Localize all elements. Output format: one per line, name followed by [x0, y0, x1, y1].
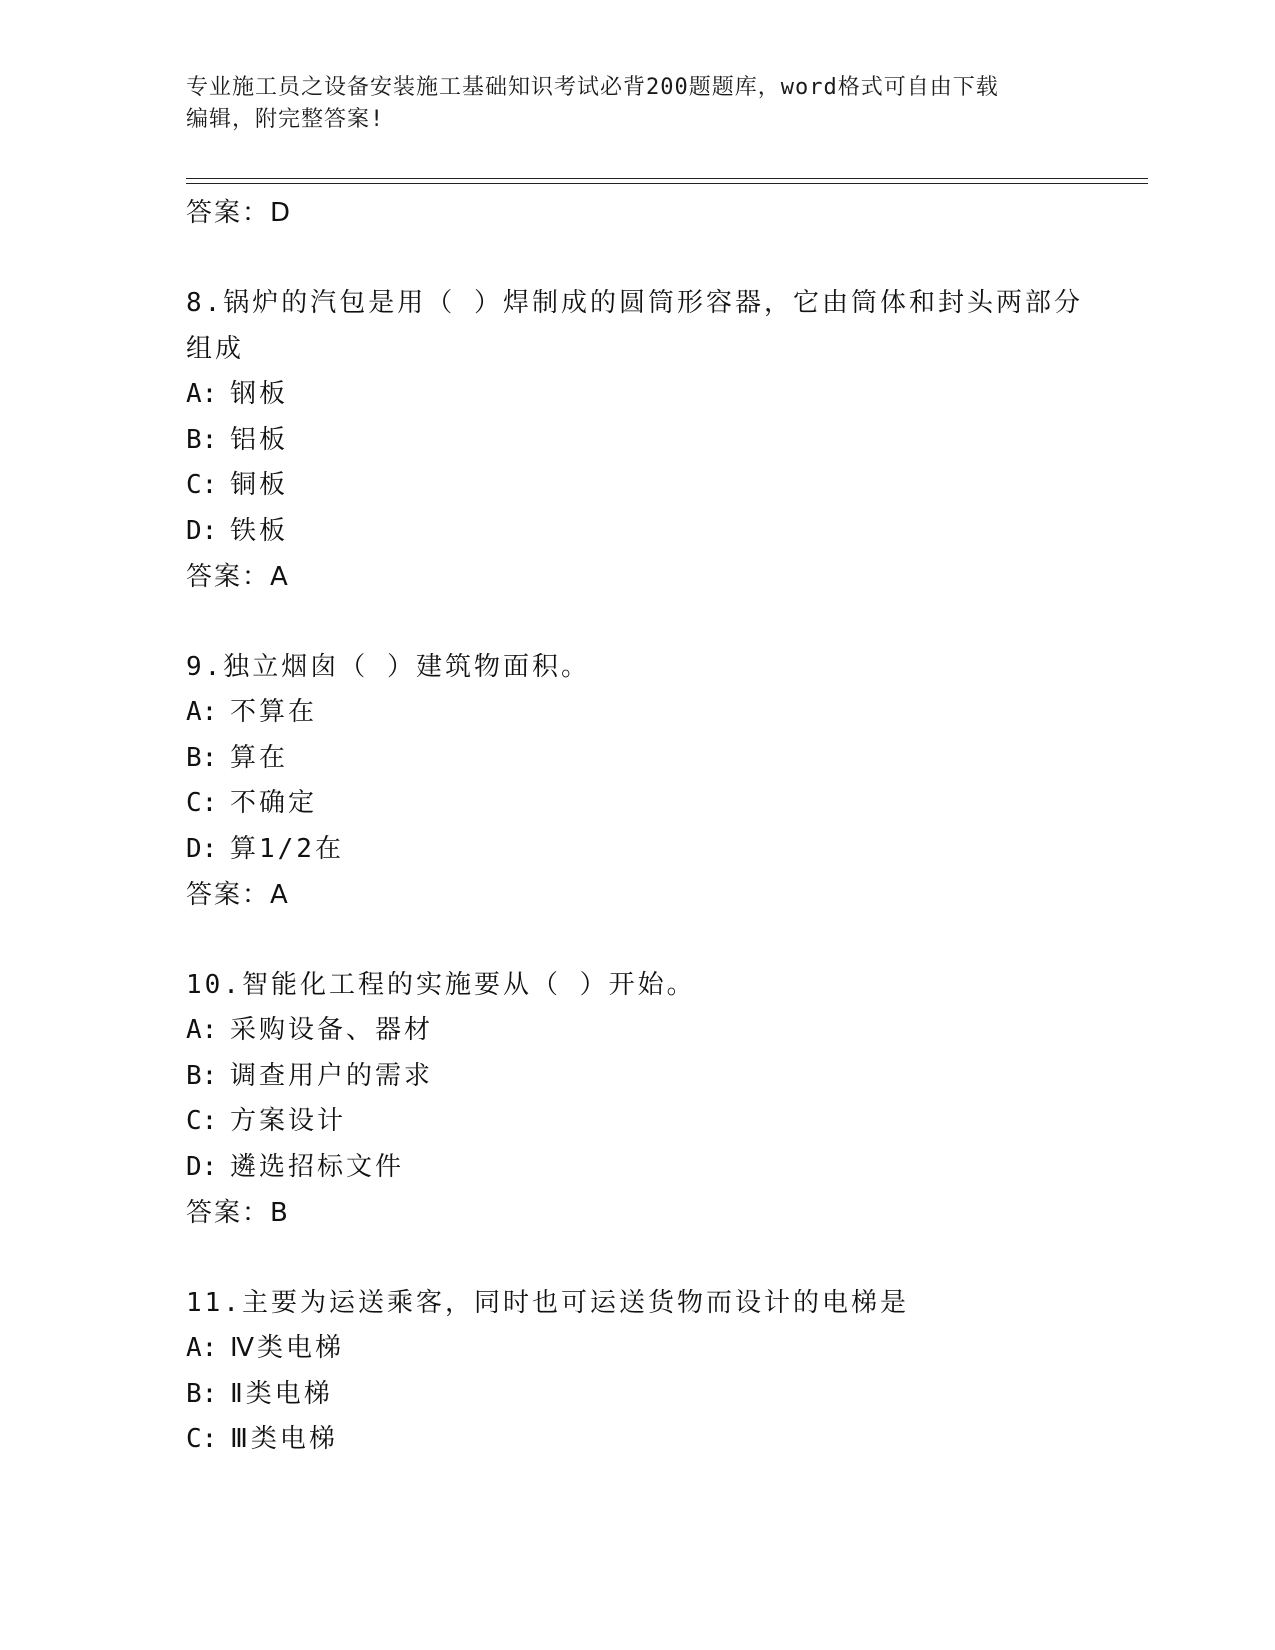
option-label: B: [186, 1060, 218, 1091]
option-label: A: [186, 697, 218, 727]
answer-line: 答案：B [186, 1198, 290, 1228]
option-text: 采购设备、器材 [230, 1015, 434, 1045]
option-text: 铁板 [230, 515, 289, 546]
option-a [186, 690, 1086, 736]
option-text: 算1/2在 [230, 833, 344, 864]
option-text: Ⅱ类电梯 [230, 1378, 333, 1409]
option-b [186, 1054, 1086, 1100]
answer-line: 答案：D [186, 198, 293, 228]
option-text: 遴选招标文件 [230, 1151, 405, 1182]
option-text: 铝板 [230, 424, 289, 455]
option-text: 不算在 [230, 697, 318, 727]
option-text: 调查用户的需求 [230, 1060, 434, 1091]
option-text: Ⅳ类电梯 [230, 1333, 344, 1363]
option-a [186, 1326, 1086, 1372]
question-block [186, 1280, 1086, 1463]
option-label: C: [186, 788, 218, 818]
question-text-line: 8.锅炉的汽包是用（ ）焊制成的圆筒形容器，它由筒体和封头两部分 [186, 288, 1083, 318]
question-block [186, 962, 1086, 1236]
option-text: 不确定 [230, 788, 318, 818]
question-text-line: 11.主要为运送乘客，同时也可运送货物而设计的电梯是 [186, 1288, 909, 1318]
option-d [186, 509, 1086, 555]
question-text-line: 9.独立烟囱（ ）建筑物面积。 [186, 652, 590, 682]
option-label: B: [186, 424, 218, 455]
option-label: D: [186, 833, 218, 864]
question-text [186, 280, 1086, 372]
option-label: C: [186, 1106, 218, 1136]
option-label: A: [186, 379, 218, 409]
option-label: A: [186, 1333, 218, 1363]
option-label: D: [186, 1151, 218, 1182]
option-c [186, 1099, 1086, 1145]
header-divider-bottom [186, 183, 1148, 184]
option-text: 方案设计 [230, 1106, 347, 1136]
option-label: B: [186, 742, 218, 773]
option-label: A: [186, 1015, 218, 1045]
option-label: D: [186, 515, 218, 546]
question-text [186, 1280, 1086, 1326]
option-text: 钢板 [230, 379, 289, 409]
answer-line: 答案：A [186, 562, 290, 592]
option-d [186, 827, 1086, 873]
header-line-2: 编辑，附完整答案! [186, 107, 385, 132]
option-text: 算在 [230, 742, 289, 773]
option-b [186, 1372, 1086, 1418]
header-line-1: 专业施工员之设备安装施工基础知识考试必背200题题库，word格式可自由下载 [186, 75, 999, 100]
option-a [186, 1008, 1086, 1054]
header-divider-top [186, 178, 1148, 179]
option-text: 铜板 [230, 470, 289, 500]
question-text-line: 10.智能化工程的实施要从（ ）开始。 [186, 970, 696, 1000]
option-text: Ⅲ类电梯 [230, 1424, 338, 1454]
option-label: C: [186, 1424, 218, 1454]
question-block [186, 280, 1086, 600]
option-c [186, 1417, 1086, 1463]
question-text-line: 组成 [186, 334, 245, 364]
option-a [186, 372, 1086, 418]
question-list [186, 190, 1086, 1463]
question-block [186, 644, 1086, 918]
option-b [186, 418, 1086, 464]
question-text [186, 962, 1086, 1008]
option-d [186, 1145, 1086, 1191]
option-c [186, 781, 1086, 827]
option-label: C: [186, 470, 218, 500]
option-c [186, 463, 1086, 509]
question-text [186, 644, 1086, 690]
answer-line: 答案：A [186, 880, 290, 910]
option-label: B: [186, 1378, 218, 1409]
option-b [186, 736, 1086, 782]
document-header [186, 72, 1086, 136]
